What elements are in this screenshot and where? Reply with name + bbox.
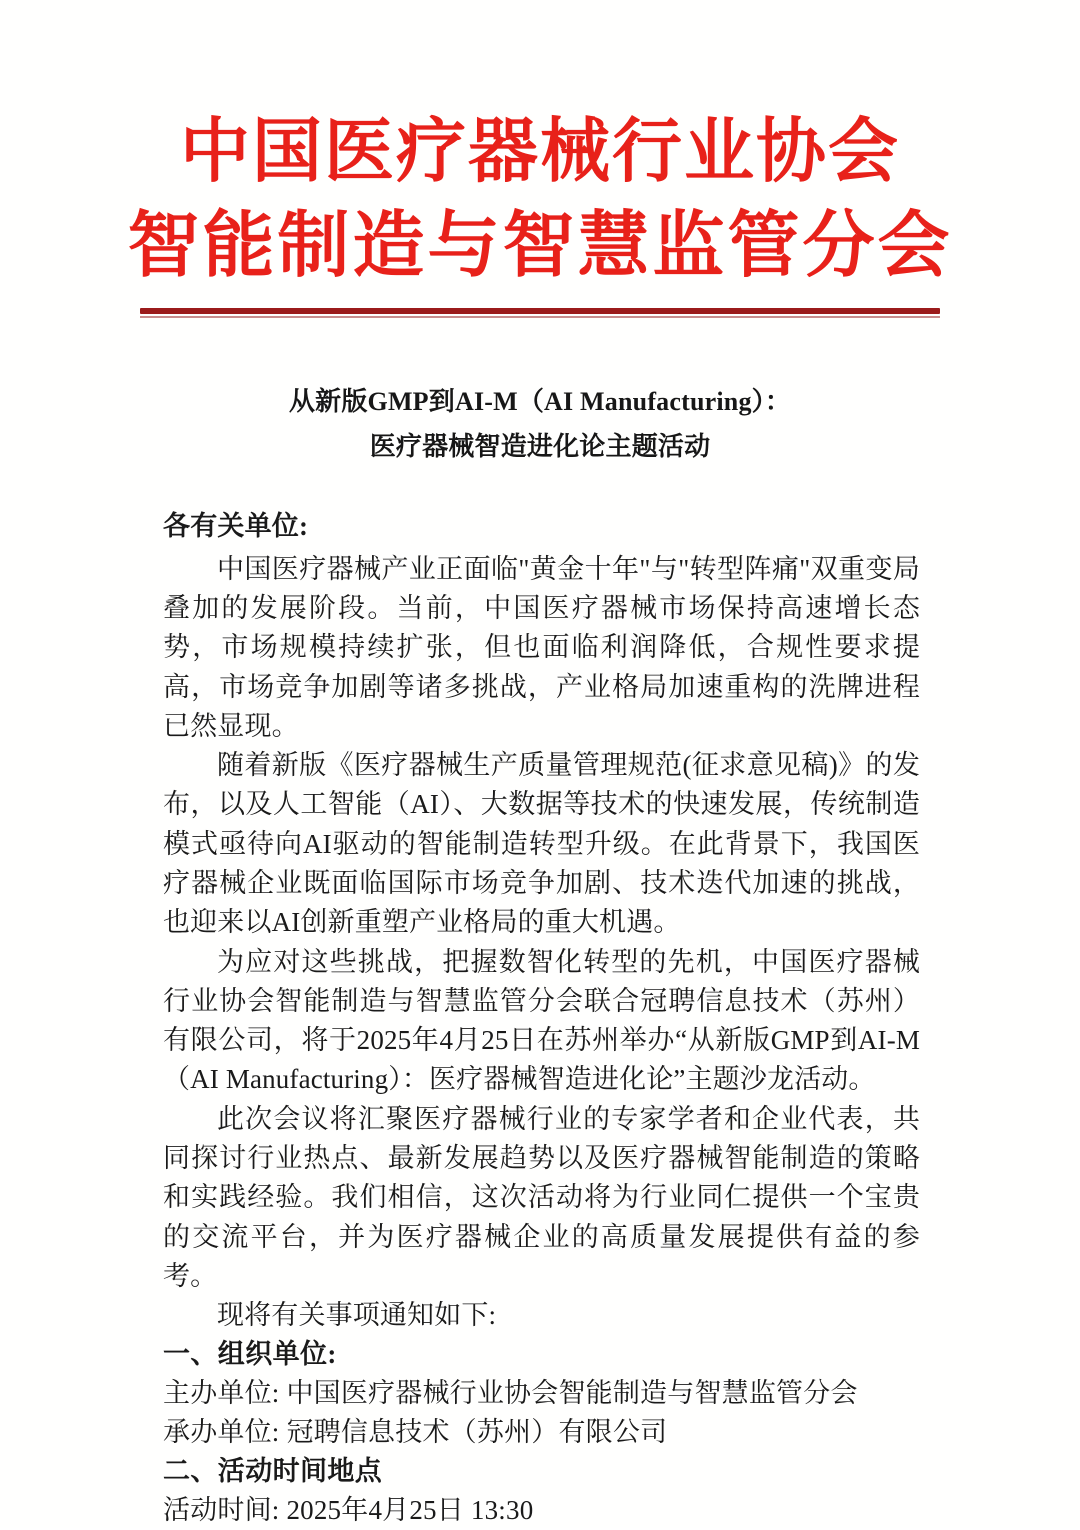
section-line-host-unit: 主办单位: 中国医疗器械行业协会智能制造与智慧监管分会 <box>163 1378 858 1409</box>
document-body <box>163 507 920 1529</box>
letterhead <box>0 0 1080 318</box>
letterhead-line-1: 中国医疗器械行业协会 <box>180 114 900 191</box>
body-paragraph: 此次会议将汇聚医疗器械行业的专家学者和企业代表，共同探讨行业热点、最新发展趋势以及医疗器械智能制造的策略和实践经验。我们相信，这次活动将为行业同仁提供一个宝贵的交流平台，并为医疗器械企业的高质量发展提供有益的参考。 <box>163 1103 920 1291</box>
divider-thin-rule <box>140 316 940 318</box>
body-paragraph: 为应对这些挑战，把握数智化转型的先机，中国医疗器械行业协会智能制造与智慧监管分会联合冠聘信息技术（苏州）有限公司，将于2025年4月25日在苏州举办“从新版GMP到AI-M（AI Manufacturing）：医疗器械智造进化论”主题沙龙活动。 <box>163 946 920 1095</box>
section-heading-organizers: 一、组织单位: <box>163 1339 337 1370</box>
letterhead-line-2: 智能制造与智慧监管分会 <box>127 206 953 286</box>
section-line-co-organizer-unit: 承办单位: 冠聘信息技术（苏州）有限公司 <box>163 1417 668 1448</box>
salutation: 各有关单位: <box>163 511 309 542</box>
body-paragraph-closing: 现将有关事项通知如下: <box>217 1300 497 1331</box>
document-title <box>0 380 1080 469</box>
body-paragraph: 随着新版《医疗器械生产质量管理规范(征求意见稿)》的发布，以及人工智能（AI）、大数据等技术的快速发展，传统制造模式亟待向AI驱动的智能制造转型升级。在此背景下，我国医疗器械企业既面临国际市场竞争加剧、技术迭代加速的挑战，也迎来以AI创新重塑产业格局的重大机遇。 <box>163 750 920 938</box>
section-heading-time-location: 二、活动时间地点 <box>163 1456 383 1487</box>
letterhead-divider <box>140 308 940 318</box>
document-title-line-2: 医疗器械智造进化论主题活动 <box>369 431 711 461</box>
body-paragraph: 中国医疗器械产业正面临"黄金十年"与"转型阵痛"双重变局叠加的发展阶段。当前，中国医疗器械市场保持高速增长态势，市场规模持续扩张，但也面临利润降低，合规性要求提高，市场竞争加剧等诸多挑战，产业格局加速重构的洗牌进程已然显现。 <box>163 553 920 741</box>
section-line-event-time: 活动时间: 2025年4月25日 13:30 <box>163 1494 534 1525</box>
document-title-line-1: 从新版GMP到AI-M（AI Manufacturing）： <box>288 387 792 416</box>
